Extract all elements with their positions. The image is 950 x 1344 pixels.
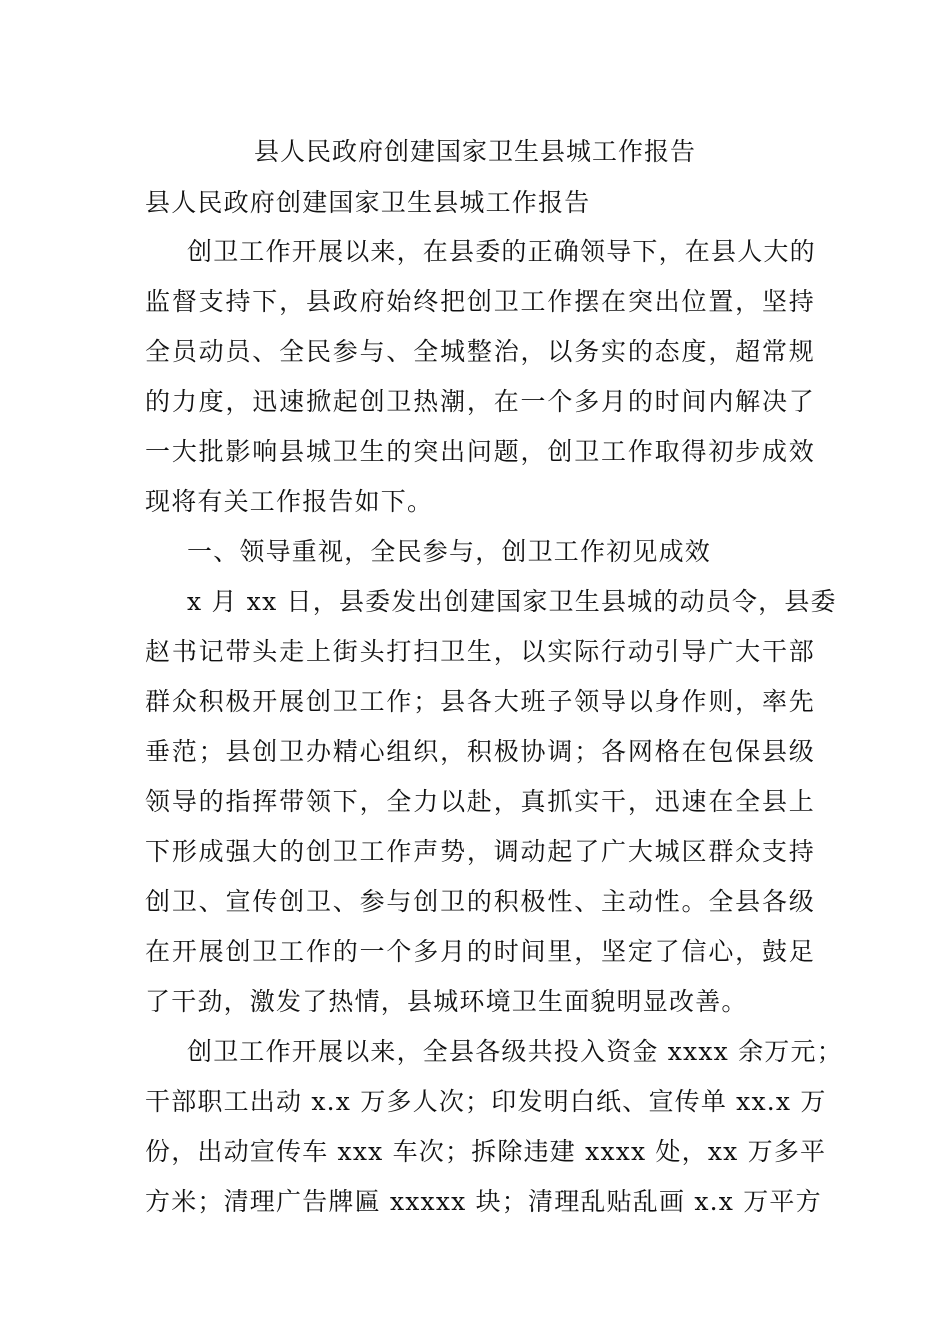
paragraph-line: 的力度，迅速掀起创卫热潮，在一个多月的时间内解决了 bbox=[145, 387, 815, 416]
paragraph-line: 下形成强大的创卫工作声势，调动起了广大城区群众支持 bbox=[145, 837, 815, 866]
paragraph-line: 创卫工作开展以来，在县委的正确领导下，在县人大的 bbox=[187, 237, 816, 266]
document-subtitle: 县人民政府创建国家卫生县城工作报告 bbox=[145, 188, 591, 217]
paragraph-line: 垂范；县创卫办精心组织，积极协调；各网格在包保县级 bbox=[145, 737, 815, 766]
paragraph-line: 份，出动宣传车 xxx 车次；拆除违建 xxxx 处，xx 万多平 bbox=[145, 1137, 827, 1166]
paragraph-line: 现将有关工作报告如下。 bbox=[145, 487, 434, 516]
paragraph-line: 了干劲，激发了热情，县城环境卫生面貌明显改善。 bbox=[145, 987, 748, 1016]
paragraph-line: 干部职工出动 x.x 万多人次；印发明白纸、宣传单 xx.x 万 bbox=[145, 1087, 827, 1116]
paragraph-line: 在开展创卫工作的一个多月的时间里，坚定了信心，鼓足 bbox=[145, 937, 815, 966]
paragraph-line: 监督支持下，县政府始终把创卫工作摆在突出位置，坚持 bbox=[145, 287, 815, 316]
paragraph-line: 方米；清理广告牌匾 xxxxx 块；清理乱贴乱画 x.x 万平方 bbox=[145, 1187, 822, 1216]
section-heading: 一、领导重视，全民参与，创卫工作初见成效 bbox=[187, 537, 712, 566]
paragraph-line: 全员动员、全民参与、全城整治，以务实的态度，超常规 bbox=[145, 337, 815, 366]
paragraph-line: 赵书记带头走上街头打扫卫生，以实际行动引导广大干部 bbox=[145, 637, 815, 666]
paragraph-line: x 月 xx 日，县委发出创建国家卫生县城的动员令，县委 bbox=[187, 587, 837, 616]
paragraph-line: 创卫工作开展以来，全县各级共投入资金 xxxx 余万元； bbox=[187, 1037, 843, 1066]
paragraph-line: 群众积极开展创卫工作；县各大班子领导以身作则，率先 bbox=[145, 687, 815, 716]
paragraph-line: 创卫、宣传创卫、参与创卫的积极性、主动性。全县各级 bbox=[145, 887, 815, 916]
paragraph-line: 领导的指挥带领下，全力以赴，真抓实干，迅速在全县上 bbox=[145, 787, 815, 816]
paragraph-line: 一大批影响县城卫生的突出问题，创卫工作取得初步成效 bbox=[145, 437, 815, 466]
document-title: 县人民政府创建国家卫生县城工作报告 bbox=[253, 137, 696, 166]
